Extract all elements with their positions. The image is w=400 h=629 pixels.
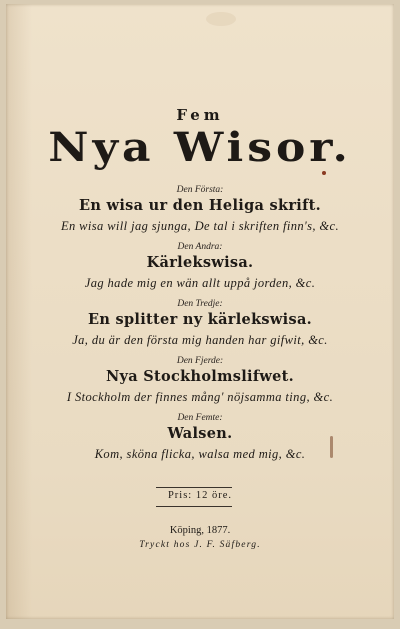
ink-stain-mark bbox=[322, 171, 326, 175]
song-1-ordinal: Den Första: bbox=[176, 185, 224, 195]
song-3-title: En splitter ny kärlekswisa. bbox=[87, 311, 312, 328]
song-3-ordinal: Den Tredje: bbox=[177, 299, 223, 309]
song-2-title: Kärlekswisa. bbox=[146, 254, 254, 271]
song-4-ordinal: Den Fjerde: bbox=[176, 356, 224, 366]
song-4-first-line: I Stockholm der finnes mång' nöjsamma ting, &c. bbox=[66, 390, 334, 404]
song-1-first-line: En wisa will jag sjunga, De tal i skriften finn's, &c. bbox=[60, 219, 340, 233]
song-2-ordinal: Den Andra: bbox=[177, 242, 223, 252]
imprint-printer: Tryckt hos J. F. Säfberg. bbox=[139, 540, 261, 550]
foxing-spot bbox=[206, 12, 236, 26]
price-label: Pris: 12 öre. bbox=[167, 490, 233, 501]
main-title: Nya Wisor. bbox=[48, 124, 352, 171]
song-5-ordinal: Den Femte: bbox=[177, 413, 223, 423]
song-3-first-line: Ja, du är den första mig handen har gifwit, &c. bbox=[72, 333, 328, 347]
price-rule-top bbox=[156, 487, 232, 488]
song-1-title: En wisa ur den Heliga skrift. bbox=[79, 197, 321, 214]
price-rule-bottom bbox=[156, 506, 232, 507]
song-5-title: Walsen. bbox=[167, 425, 233, 442]
imprint-place-year: Köping, 1877. bbox=[169, 525, 231, 536]
song-5-first-line: Kom, sköna flicka, walsa med mig, &c. bbox=[94, 447, 306, 461]
song-4-title: Nya Stockholmslifwet. bbox=[105, 368, 295, 385]
pre-title: Fem bbox=[176, 106, 224, 124]
document-page bbox=[6, 4, 394, 619]
song-2-first-line: Jag hade mig en wän allt uppå jorden, &c. bbox=[84, 276, 316, 290]
